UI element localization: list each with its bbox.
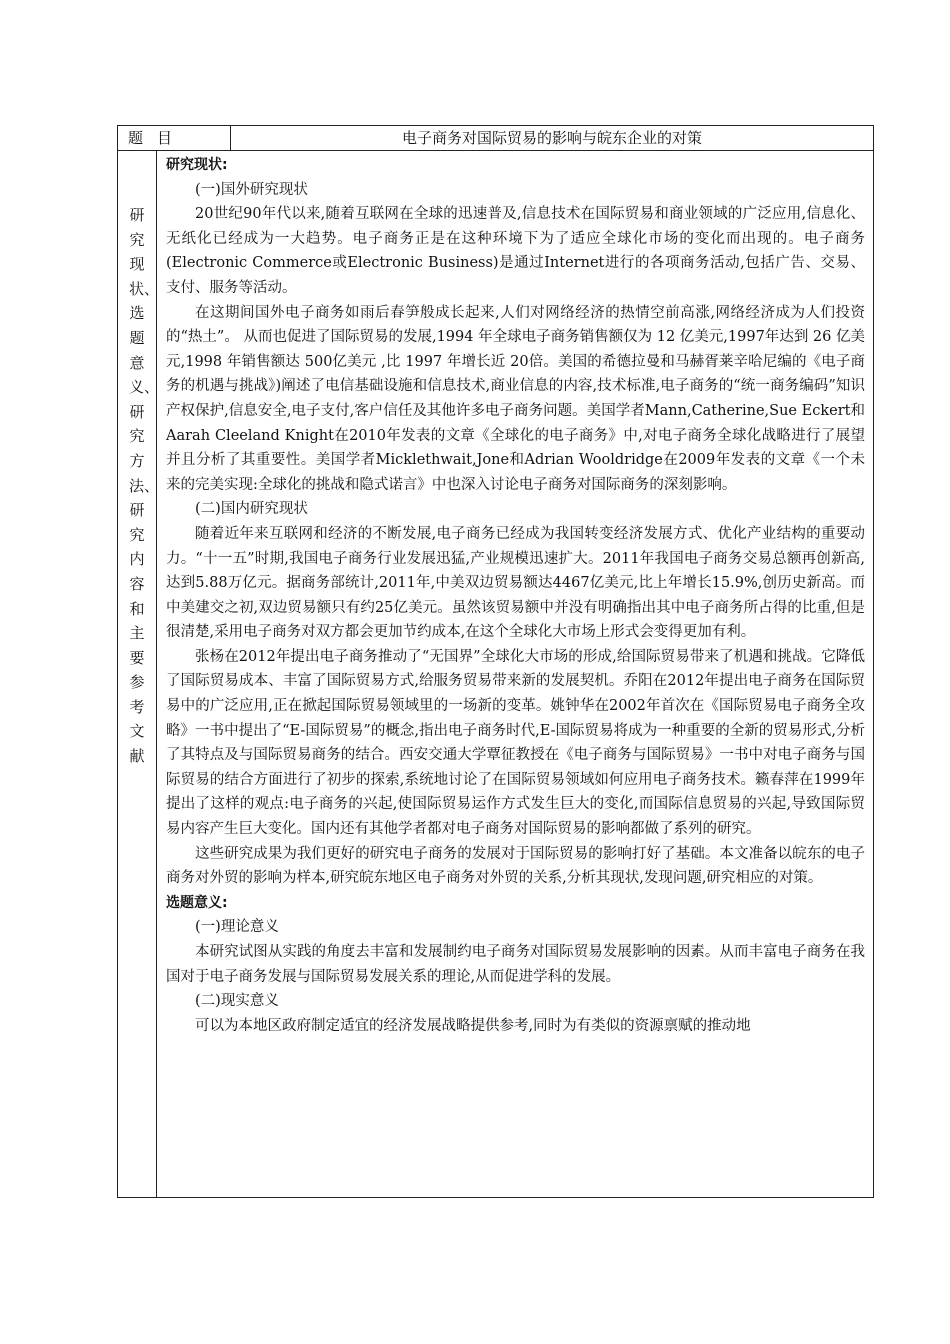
paragraph: 随着近年来互联网和经济的不断发展,电子商务已经成为我国转变经济发展方式、优化产业结构的重要动力。“十一五”时期,我国电子商务行业发展迅猛,产业规模迅速扩大。2011年我国电子商务交易总额再创新高,达到5.88万亿元。据商务部统计,2011年,中美双边贸易额达4467亿美元,比上年增长15.9%,创历史新高。而中美建交之初,双边贸易额只有约25亿美元。虽然该贸易额中并没有明确指出其中电子商务所占得的比重,但是很清楚,采用电子商务对双方都会更加节约成本,在这个全球化大市场上形式会变得更加有利。 <box>166 525 865 641</box>
subheading-domestic: (二)国内研究现状 <box>195 501 308 518</box>
header-row <box>118 126 874 151</box>
paragraph: 在这期间国外电子商务如雨后春笋般成长起来,人们对网络经济的热情空前高涨,网络经济成为人们投资的“热土”。 从而也促进了国际贸易的发展,1994 年全球电子商务销售额仅为 12 亿美元,1997年达到 26 亿美元,1998 年销售额达 500亿美元 ,比 1997 年增长近 20倍。美国的希德拉曼和马赫胥莱辛哈尼编的《电子商务的机遇与挑战》)阐述了电信基础设施和信息技术,商业信息的内容,技术标准,电子商务的“统一商务编码”知识产权保护,信息安全,电子支付,客户信任及其他许多电子商务问题。美国学者Mann,Catherine,Sue Eckert和Aarah Cleeland Knight在2010年发表的文章《全球化的电子商务》中,对电子商务全球化战略进行了展望并且分析了其重要性。美国学者Micklethwait,Jone和Adrian Wooldridge在2009年发表的文章《一个未来的完美实现:全球化的挑战和隐式诺言》中也深入讨论电子商务对国际商务的深刻影响。 <box>166 304 865 493</box>
subheading-foreign: (一)国外研究现状 <box>195 181 308 198</box>
paragraph: 本研究试图从实践的角度去丰富和发展制约电子商务对国际贸易发展影响的因素。从而丰富电子商务在我国对于电子商务发展与国际贸易发展关系的理论,从而促进学科的发展。 <box>166 944 865 985</box>
proposal-table <box>117 125 874 1198</box>
subheading-practice: (二)现实意义 <box>195 993 279 1010</box>
paragraph: 张杨在2012年提出电子商务推动了“无国界”全球化大市场的形成,给国际贸易带来了机遇和挑战。它降低了国际贸易成本、丰富了国际贸易方式,给服务贸易带来新的发展契机。乔阳在2012年提出电子商务在国际贸易中的广泛应用,正在掀起国际贸易领域里的一场新的变革。姚钟华在2002年首次在《国际贸易电子商务全攻略》一书中提出了“E-国际贸易”的概念,指出电子商务时代,E-国际贸易将成为一种重要的全新的贸易形式,分析了其特点及与国际贸易商务的结合。西安交通大学覃征教授在《电子商务与国际贸易》一书中对电子商务与国际贸易的结合方面进行了初步的探索,系统地讨论了在国际贸易领域如何应用电子商务技术。籁春萍在1999年提出了这样的观点:电子商务的兴起,使国际贸易运作方式发生巨大的变化,而国际信息贸易的兴起,导致国际贸易内容产生巨大变化。国内还有其他学者都对电子商务对国际贸易的影响都做了系列的研究。 <box>166 648 865 838</box>
subheading-theory: (一)理论意义 <box>195 919 279 936</box>
body-row <box>118 151 874 1198</box>
section-heading-significance: 选题意义: <box>166 894 228 911</box>
side-label: 研究现状、选题意义、研究方法、研究内容和主要参考文献 <box>129 206 160 766</box>
content-cell <box>157 151 874 1198</box>
side-label-cell <box>118 151 160 1198</box>
title-label: 题目 <box>118 126 231 151</box>
paragraph: 这些研究成果为我们更好的研究电子商务的发展对于国际贸易的影响打好了基础。本文准备以皖东的电子商务对外贸的影响为样本,研究皖东地区电子商务对外贸的关系,分析其现状,发现问题,研究相应的对策。 <box>166 845 865 887</box>
content-body <box>166 153 865 1038</box>
section-heading-status: 研究现状: <box>166 157 228 173</box>
thesis-title: 电子商务对国际贸易的影响与皖东企业的对策 <box>231 126 874 151</box>
paragraph: 可以为本地区政府制定适宜的经济发展战略提供参考,同时为有类似的资源禀赋的推动地 <box>195 1017 751 1034</box>
paragraph: 20世纪90年代以来,随着互联网在全球的迅速普及,信息技术在国际贸易和商业领域的广泛应用,信息化、无纸化已经成为一大趋势。电子商务正是在这种环境下为了适应全球化市场的变化而出现的。电子商务(Electronic Commerce或Electronic Business)是通过Internet进行的各项商务活动,包括广告、交易、支付、服务等活动。 <box>166 206 865 296</box>
